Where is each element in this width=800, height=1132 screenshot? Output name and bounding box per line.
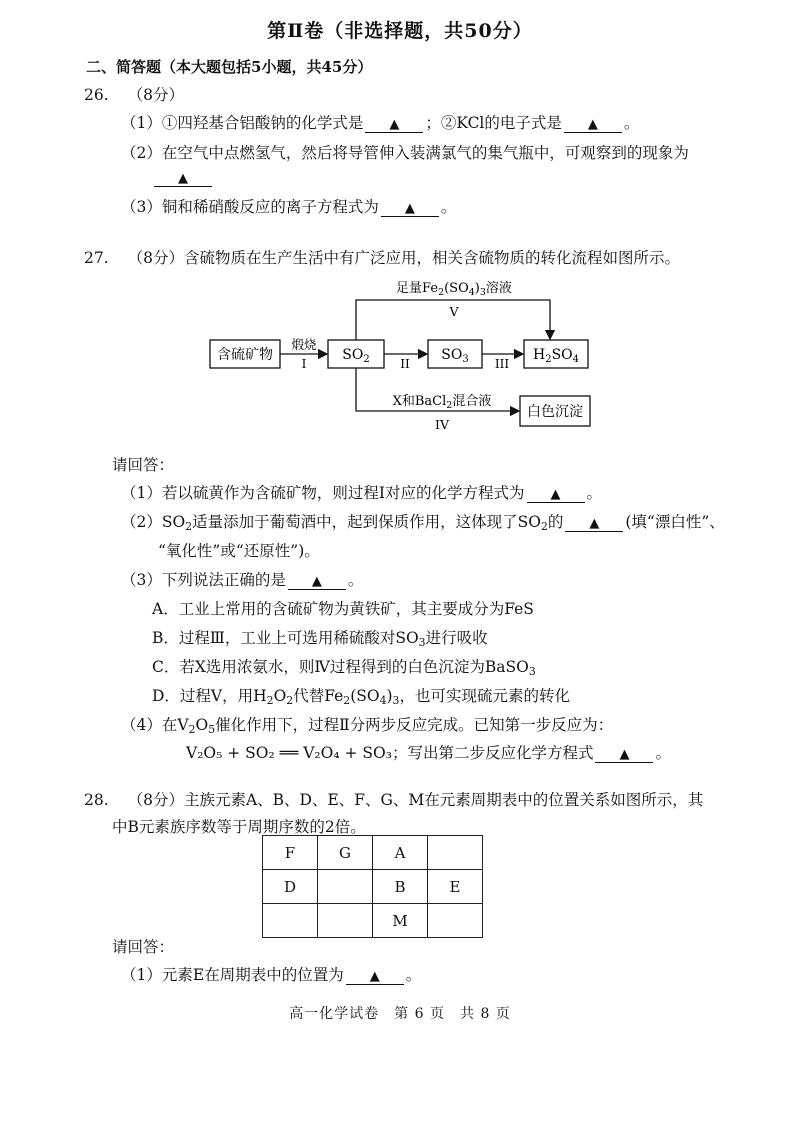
table-cell [318, 904, 373, 938]
label-h2so4: $H_2SO_4$ [532, 347, 580, 365]
table-cell: B [373, 870, 428, 904]
table-cell [318, 870, 373, 904]
answer-blank[interactable]: ▲ [365, 114, 423, 133]
question-28-header: 28. （8分）主族元素A、B、D、E、F、G、M在元素周期表中的位置关系如图所示，其 [84, 791, 704, 809]
q27-please-answer: 请回答： [112, 456, 175, 474]
question-number: 26. [84, 86, 109, 104]
question-27-header: 27. （8分）含硫物质在生产生活中有广泛应用，相关含硫物质的转化流程如图所示。 [84, 249, 680, 267]
section-heading: 二、简答题（本大题包括5小题，共45分） [86, 58, 373, 76]
label-v-reagent: 足量$Fe_2(SO_4)_3$溶液 [396, 281, 512, 298]
option-d: D．过程Ⅴ，用$H_2O_2$代替$Fe_2(SO_4)_3$，也可实现硫元素的转化 [152, 687, 570, 707]
table-row [263, 836, 483, 870]
label-precipitate: 白色沉淀 [527, 404, 583, 420]
q27-part2-hint: “氧化性”或“还原性”)。 [158, 542, 320, 560]
label-step4: IV [435, 417, 449, 432]
label-step1: I [301, 357, 307, 371]
answer-blank[interactable]: ▲ [564, 114, 622, 133]
q26-part1: （1）①四羟基合铝酸钠的化学式是 ▲ ；②KCl的电子式是 ▲ 。 [121, 114, 640, 132]
label-step3: III [494, 357, 510, 371]
q26-part3: （3）铜和稀硝酸反应的离子方程式为 ▲ 。 [121, 198, 457, 216]
option-c: C．若X选用浓氨水，则Ⅳ过程得到的白色沉淀为BaSO$_3$ [152, 658, 536, 678]
label-so3: $SO_3$ [441, 347, 469, 365]
table-row [263, 870, 483, 904]
label-so2: $SO_2$ [342, 347, 370, 365]
table-cell [428, 836, 483, 870]
label-step2: II [400, 357, 410, 371]
answer-blank[interactable]: ▲ [381, 198, 439, 217]
q28-part1: （1）元素E在周期表中的位置为 ▲ 。 [121, 966, 422, 984]
q26-part2-blank-line [152, 168, 214, 187]
answer-blank[interactable]: ▲ [595, 744, 653, 763]
q26-part2: （2）在空气中点燃氢气，然后将导管伸入装满氯气的集气瓶中，可观察到的现象为 [121, 144, 689, 162]
table-cell: D [263, 870, 318, 904]
table-cell: M [373, 904, 428, 938]
q28-please-answer: 请回答： [112, 938, 175, 956]
page-title: 第Ⅱ卷（非选择题，共50分） [267, 20, 533, 42]
answer-blank[interactable]: ▲ [565, 513, 623, 532]
q27-part1: （1）若以硫黄作为含硫矿物，则过程Ⅰ对应的化学方程式为 ▲ 。 [121, 484, 603, 502]
answer-blank[interactable]: ▲ [288, 571, 346, 590]
table-cell: A [373, 836, 428, 870]
q27-part3: （3）下列说法正确的是 ▲ 。 [121, 571, 364, 589]
label-step5: V [449, 304, 459, 319]
table-cell [263, 904, 318, 938]
table-cell: E [428, 870, 483, 904]
q27-part2: $(2)SO_2$适量添加于葡萄酒中，起到保质作用，这体现了$SO_2$的 ▲ (填“漂白性”、 [121, 513, 725, 533]
sulfur-flow-diagram [196, 272, 616, 442]
table-cell: G [318, 836, 373, 870]
q27-part4: （4）在$V_2O_5$催化作用下，过程Ⅱ分两步反应完成。已知第一步反应为： [121, 716, 614, 736]
answer-blank[interactable]: ▲ [527, 484, 585, 503]
label-calcine: 煅烧 [291, 337, 317, 352]
equation-step1: V₂O₅ + SO₂ ══ V₂O₄ + SO₃ [186, 744, 392, 762]
page-footer: 高一化学试卷 第 6 页 共 8 页 [289, 1006, 511, 1022]
question-26-header [84, 83, 184, 105]
question-28-intro-cont: 中B元素族序数等于周期序数的2倍。 [112, 818, 366, 836]
answer-blank[interactable]: ▲ [346, 966, 404, 985]
option-b: B．过程Ⅲ，工业上可选用稀硫酸对$SO_3$进行吸收 [152, 629, 488, 649]
table-cell [428, 904, 483, 938]
q27-part4-equation: V₂O₅ + SO₂ ══ V₂O₄ + SO₃；写出第二步反应化学方程式 ▲ 。 [186, 744, 671, 762]
question-points: （8分） [127, 86, 184, 104]
label-mineral: 含硫矿物 [217, 347, 273, 363]
option-a: A．工业上常用的含硫矿物为黄铁矿，其主要成分为FeS [152, 600, 534, 618]
answer-blank[interactable]: ▲ [154, 168, 212, 187]
periodic-table-fragment [262, 835, 483, 938]
table-row [263, 904, 483, 938]
label-iv-reagent: X和BaCl$_2$混合液 [392, 394, 492, 411]
table-cell: F [263, 836, 318, 870]
